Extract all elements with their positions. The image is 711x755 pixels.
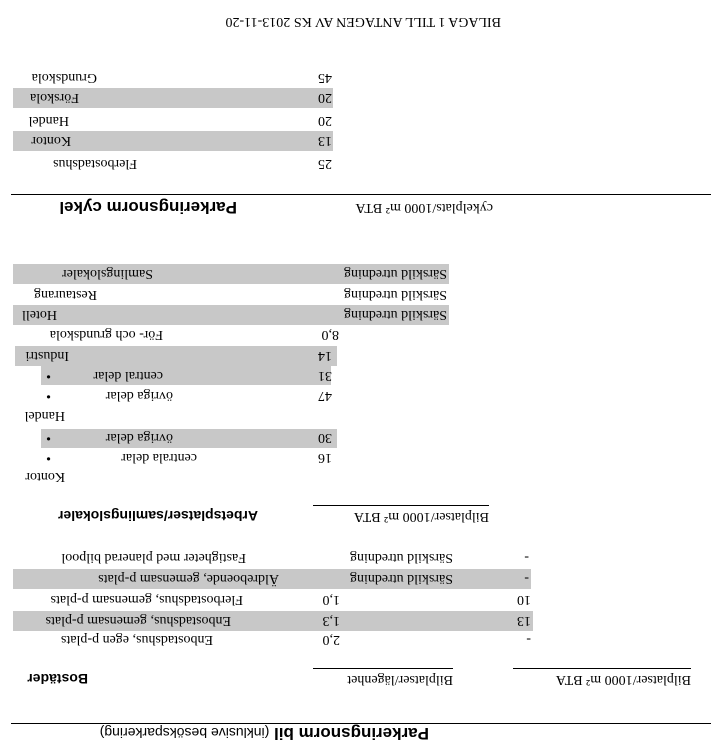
arbete-row-label: Industri — [25, 348, 69, 363]
arbete-row-v1: 14 — [318, 348, 332, 363]
bostader-row-label: Enbostadshus, gemensam p-plats — [45, 613, 231, 628]
arbete-row-v1: 8,0 — [321, 327, 339, 342]
section-rule-cykel — [11, 194, 711, 195]
bostader-row-label: Äldreboende, gemensam p-plats — [98, 571, 279, 586]
cykel-row-v1: 20 — [318, 113, 332, 128]
bullet-icon: • — [46, 450, 51, 465]
arbete-row-v1: Särskild utredning — [343, 287, 447, 302]
arbete-row-v1: 16 — [318, 450, 332, 465]
arbete-row-shade — [41, 429, 337, 448]
arbete-row-label: centrala delar — [121, 450, 197, 465]
cykel-row-v1: 13 — [318, 133, 332, 148]
bostader-row-v1: 1,0 — [322, 592, 340, 607]
arbete-row-label: övriga delar — [105, 430, 173, 445]
cykel-row-label: Grundskola — [31, 70, 97, 85]
cykel-row-v1: 25 — [318, 156, 332, 171]
section-subtitle-bil: (inklusive besöksparkering) — [99, 725, 270, 741]
bostader-row-v2: - — [524, 571, 529, 586]
bullet-icon: • — [46, 368, 51, 383]
arbete-row-shade — [41, 365, 331, 385]
arbete-col1-rule — [313, 505, 489, 506]
cykel-row-label: Flerbostadshus — [53, 156, 137, 171]
page-header: BILAGA 1 TILL ANTAGEN AV KS 2013-11-20 — [225, 14, 501, 29]
cykel-row-label: Kontor — [31, 133, 71, 148]
bostader-col2-rule — [513, 668, 691, 669]
bostader-row-v2: 10 — [517, 592, 531, 607]
arbete-row-v1: 30 — [318, 430, 332, 445]
arbete-row-v1: Särskild utredning — [343, 307, 447, 322]
bostader-row-v1: Särskild utredning — [349, 571, 453, 586]
section-title-bil — [100, 723, 429, 743]
arbete-row-label: övriga delar — [105, 388, 173, 403]
bostader-col1-header: Bilplatser/lägenhet — [347, 672, 453, 687]
bostader-col1-rule — [313, 668, 453, 669]
arbete-row-v1: 31 — [318, 368, 332, 383]
arbete-row-v1: 47 — [318, 388, 332, 403]
bostader-row-v1: 1,3 — [322, 613, 340, 628]
arbete-row-label: Kontor — [25, 469, 65, 484]
arbete-col1-header: Bilplatser/1000 m² BTA — [353, 509, 489, 524]
arbete-row-label: För- och grundskola — [49, 327, 163, 342]
cykel-row-label: Handel — [28, 113, 69, 128]
bostader-row-v2: 13 — [517, 613, 531, 628]
cykel-row-v1: 20 — [318, 90, 332, 105]
cykel-col1-header: cykelplats/1000 m² BTA — [355, 200, 493, 215]
cykel-row-v1: 45 — [318, 70, 332, 85]
bullet-icon: • — [46, 430, 51, 445]
bostader-row-label: Flerbostadshus, gemensam p-plats — [50, 592, 243, 607]
arbete-row-v1: Särskild utredning — [343, 266, 447, 281]
section-rule-bil — [11, 723, 711, 724]
arbete-row-label: Hotell — [22, 307, 57, 322]
section-title-cykel: Parkeringsnorm cykel — [59, 198, 237, 217]
bostader-row-v1: 2,0 — [322, 632, 340, 647]
bostader-col2-header: Bilplatser/1000 m² BTA — [555, 672, 691, 687]
bostader-heading: Bostäder — [27, 671, 88, 687]
bostader-row-v1: Särskild utredning — [349, 550, 453, 565]
arbete-heading: Arbetsplatser/samlingslokaler — [58, 508, 258, 524]
bullet-icon: • — [46, 388, 51, 403]
arbete-row-label: Restaurang — [34, 287, 97, 302]
bostader-row-label: Enbostadshus, egen p-plats — [60, 632, 213, 647]
cykel-row-label: Förskola — [30, 90, 79, 105]
arbete-row-label: Handel — [24, 408, 65, 423]
bostader-row-label: Fastigheter med planerad bilpool — [61, 550, 246, 565]
section-title-bil-text: Parkeringsnorm bil — [274, 724, 429, 743]
bostader-row-v2: - — [524, 550, 529, 565]
arbete-row-label: central delar — [93, 368, 163, 383]
arbete-row-label: Samlingslokaler — [62, 266, 153, 281]
bostader-row-v2: - — [526, 632, 531, 647]
